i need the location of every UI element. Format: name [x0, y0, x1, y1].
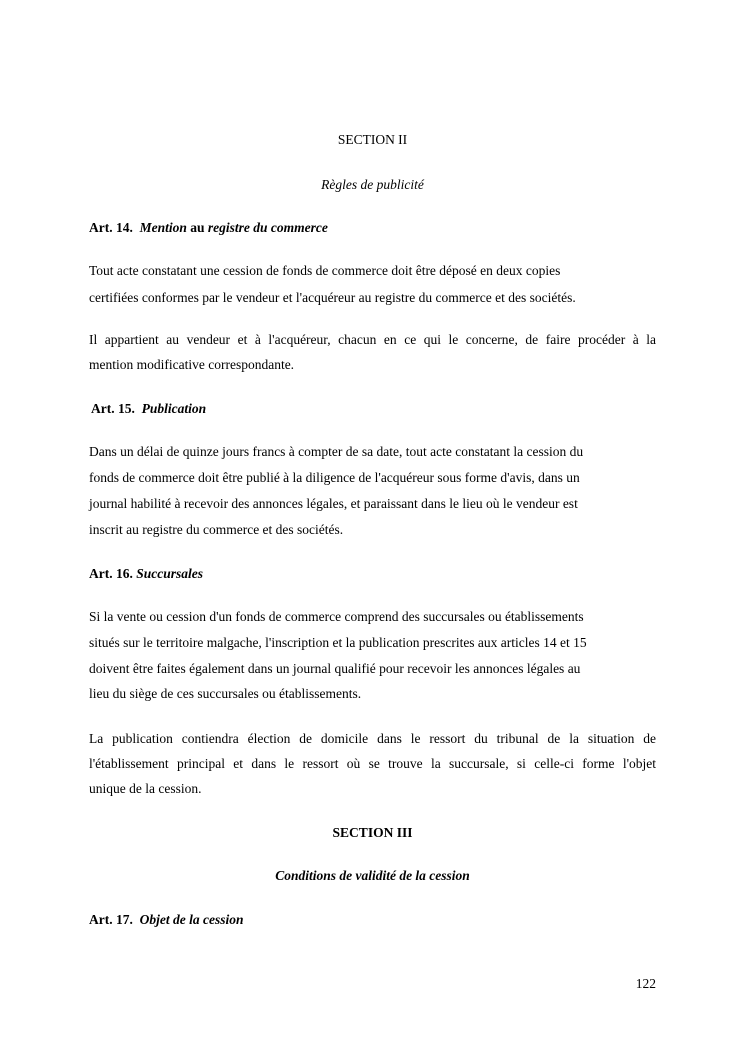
- art16-p2-line3: unique de la cession.: [89, 781, 202, 796]
- art14-p1-line1: Tout acte constatant une cession de fonds de commerce doit être déposé en deux copies: [89, 263, 561, 278]
- art16-p1-line3: doivent être faites également dans un journal qualifié pour recevoir les annonces légales au: [89, 661, 581, 676]
- art16-p1-line1: Si la vente ou cession d'un fonds de commerce comprend des succursales ou établissements: [89, 609, 584, 624]
- art15-p1-line3: journal habilité à recevoir des annonces légales, et paraissant dans le lieu où le vendeur est: [89, 496, 578, 511]
- art14-p2-line2: mention modificative correspondante.: [89, 357, 295, 372]
- article-14-title-part2: au: [190, 220, 205, 235]
- article-15-heading: [91, 401, 658, 417]
- art16-p2-line1: La publication contiendra élection de domicile dans le ressort du tribunal de la situation de: [89, 731, 656, 746]
- section-2-subtitle: Règles de publicité: [321, 177, 424, 192]
- page-number: 122: [635, 976, 656, 991]
- section-3-subtitle: Conditions de validité de la cession: [275, 868, 470, 883]
- article-14-number: Art. 14.: [89, 220, 133, 235]
- article-15-title: Publication: [141, 401, 207, 416]
- section-3-title: SECTION III: [332, 825, 413, 840]
- section-2-title: SECTION II: [337, 132, 408, 147]
- art15-p1-line2: fonds de commerce doit être publié à la diligence de l'acquéreur sous forme d'avis, dans un: [89, 470, 580, 485]
- art15-p1-line4: inscrit au registre du commerce et des sociétés.: [89, 522, 344, 537]
- art16-p2-line2: l'établissement principal et dans le ressort où se trouve la succursale, si celle-ci forme l'objet: [89, 756, 656, 771]
- article-14-title-part3: registre du commerce: [207, 220, 328, 235]
- article-16-title: Succursales: [136, 566, 204, 581]
- article-14-heading: [89, 220, 656, 236]
- article-14-title-part1: Mention: [139, 220, 187, 235]
- article-17-number: Art. 17.: [89, 912, 133, 927]
- art14-p2-line1: Il appartient au vendeur et à l'acquéreur, chacun en ce qui le concerne, de faire procéder à la: [89, 332, 656, 347]
- article-16-heading: [89, 566, 656, 582]
- article-15-number: Art. 15.: [91, 401, 135, 416]
- art16-p1-line4: lieu du siège de ces succursales ou établissements.: [89, 686, 362, 701]
- article-16-number: Art. 16.: [89, 566, 133, 581]
- art15-p1-line1: Dans un délai de quinze jours francs à compter de sa date, tout acte constatant la cession du: [89, 444, 584, 459]
- article-17-title: Objet de la cession: [139, 912, 244, 927]
- art14-p1-line2: certifiées conformes par le vendeur et l'acquéreur au registre du commerce et des sociétés.: [89, 290, 576, 305]
- art16-p1-line2: situés sur le territoire malgache, l'inscription et la publication prescrites aux articles 14 et 15: [89, 635, 587, 650]
- article-17-heading: [89, 912, 656, 928]
